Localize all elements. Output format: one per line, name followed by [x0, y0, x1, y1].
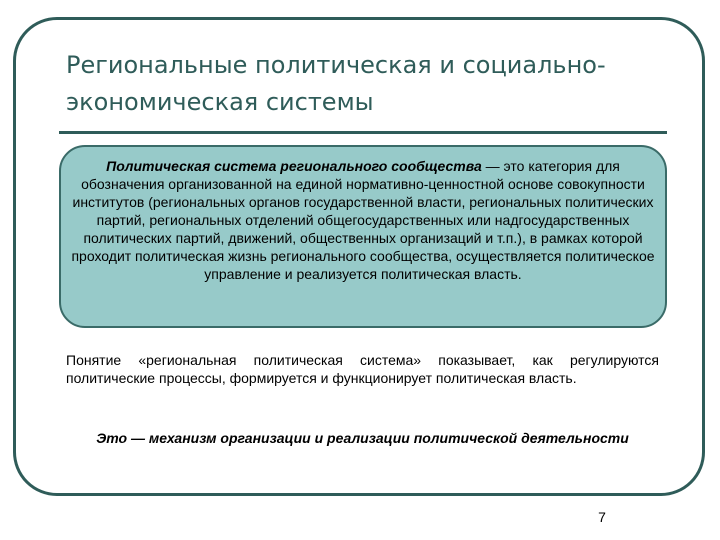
definition-box: [59, 145, 667, 328]
definition-term: Политическая система регионального сообщества: [106, 158, 482, 174]
page-number: 7: [598, 509, 606, 525]
title-divider: [59, 131, 667, 134]
body-paragraph: Понятие «региональная политическая система» показывает, как регулируются политические процессы, формируется и функционирует политическая власть.: [66, 352, 659, 386]
slide-title: Региональные политическая и социально-экономическая системы: [66, 51, 606, 116]
definition-text: — это категория для обозначения организованной на единой нормативно-ценностной основе совокупности институтов (региональных органов государственной власти, региональных политических партий, региональных отделений общегосударственных или надгосударственных политических партий, движений, общественных организаций и т.п.), в рамках которой проходит политическая жизнь регионального сообщества, осуществляется политическое управление и реализуется политическая власть.: [71, 158, 655, 282]
emphasis-statement: Это — механизм организации и реализации политической деятельности: [96, 430, 629, 446]
